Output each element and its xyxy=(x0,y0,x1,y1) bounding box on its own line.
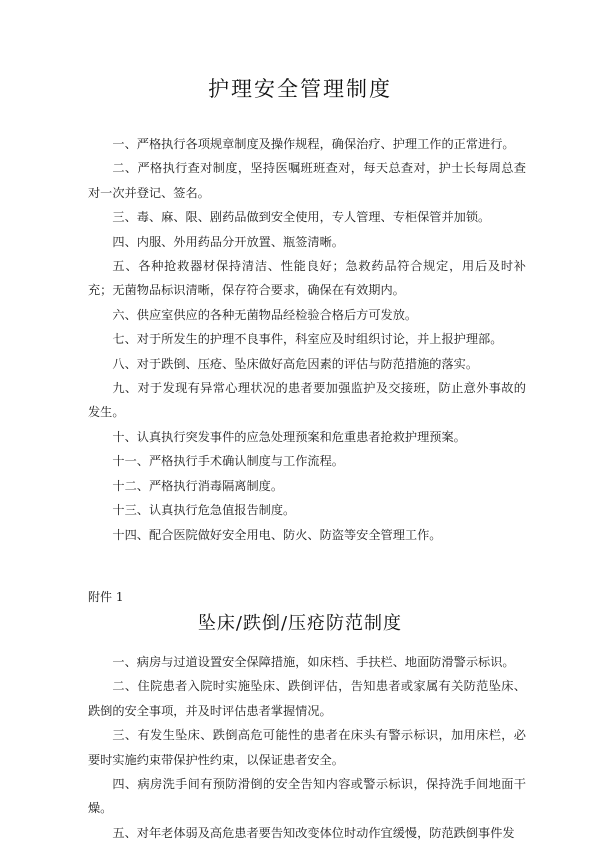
rule-item: 十三、认真执行危急值报告制度。 xyxy=(112,503,296,518)
rule-item: 七、对于所发生的护理不良事件，科室应及时组织讨论，并上报护理部。 xyxy=(112,332,503,347)
rule-item: 十四、配合医院做好安全用电、防火、防盗等安全管理工作。 xyxy=(112,527,442,542)
appendix-rule-item: 五、对年老体弱及高危患者要告知改变体位时动作宜缓慢，防范跌倒事件发 xyxy=(112,825,515,840)
appendix-title: 坠床/跌倒/压疮防范制度 xyxy=(197,613,403,634)
appendix-rule-item: 一、病房与过道设置安全保障措施，如床档、手扶栏、地面防滑警示标识。 xyxy=(112,655,515,669)
rule-item: 十二、严格执行消毒隔离制度。 xyxy=(112,478,284,493)
rule-item: 四、内服、外用药品分开放置、瓶签清晰。 xyxy=(112,234,344,249)
rule-item: 一、严格执行各项规章制度及操作规程，确保治疗、护理工作的正常进行。 xyxy=(112,137,515,151)
rule-item: 九、对于发现有异常心理状况的患者要加强监护及交接班，防止意外事故的发生。 xyxy=(88,381,526,420)
rule-item: 二、严格执行查对制度，坚持医嘱班班查对，每天总查对，护士长每周总查对一次并登记、签名。 xyxy=(88,161,526,200)
rule-item: 八、对于跌倒、压疮、坠床做好高危因素的评估与防范措施的落实。 xyxy=(112,356,479,371)
document-title: 护理安全管理制度 xyxy=(208,77,392,101)
appendix-rule-item: 三、有发生坠床、跌倒高危可能性的患者在床头有警示标识，加用床栏，必要时实施约束带保护性约束，以保证患者安全。 xyxy=(88,728,526,767)
rule-item: 三、毒、麻、限、剧药品做到安全使用，专人管理、专柜保管并加锁。 xyxy=(112,210,491,225)
rule-item: 六、供应室供应的各种无菌物品经检验合格后方可发放。 xyxy=(112,307,418,322)
rule-item: 十一、严格执行手术确认制度与工作流程。 xyxy=(112,454,344,469)
appendix-rule-item: 二、住院患者入院时实施坠床、跌倒评估，告知患者或家属有关防范坠床、跌倒的安全事项，并及时评估患者掌握情况。 xyxy=(88,679,526,718)
appendix-rules-list xyxy=(88,650,526,845)
appendix-rule-item: 四、病房洗手间有预防滑倒的安全告知内容或警示标识，保持洗手间地面干燥。 xyxy=(88,777,526,816)
appendix-label: 附件 1 xyxy=(88,590,124,604)
rules-list xyxy=(88,132,526,547)
rule-item: 十、认真执行突发事件的应急处理预案和危重患者抢救护理预案。 xyxy=(112,429,466,444)
rule-item: 五、各种抢救器材保持清洁、性能良好；急救药品符合规定，用后及时补充；无菌物品标识清晰，保存符合要求，确保在有效期内。 xyxy=(88,259,526,298)
